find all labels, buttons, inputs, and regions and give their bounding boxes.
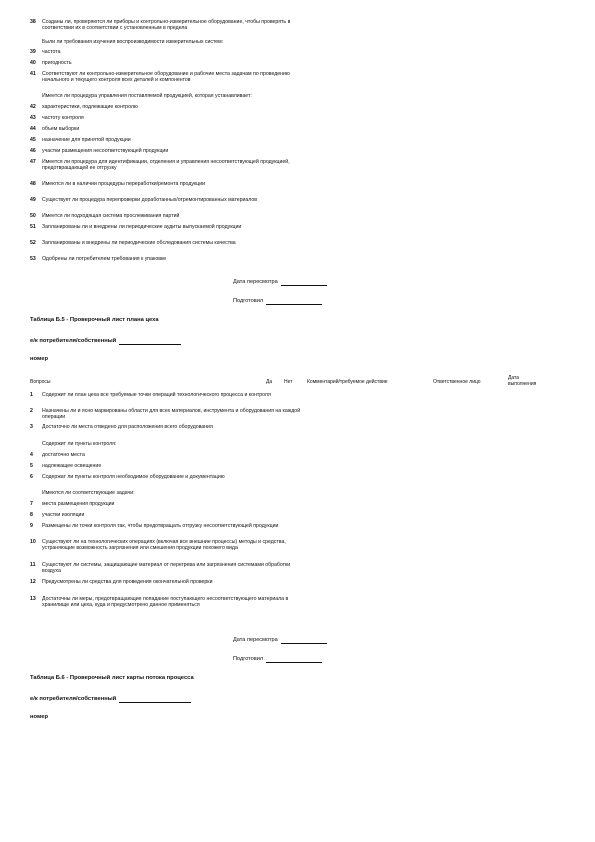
prepared-by-field: Подготовил — [233, 298, 322, 305]
prepared-by-field: Подготовил — [233, 656, 322, 663]
prepared-by-line[interactable] — [266, 298, 322, 305]
review-date-field: Дата пересмотра — [233, 637, 327, 644]
subheading: Имеется ли процедура управления поставляемой продукцией, которая устанавливает: — [42, 93, 252, 99]
consumer-line[interactable] — [119, 338, 181, 345]
subheading: Имеются ли соответствующие задачи: — [42, 490, 135, 496]
header-no: Нет — [284, 379, 293, 385]
table-b6-caption: Таблица Б.6 - Проверочный лист карты потока процесса — [30, 675, 194, 681]
number-field: номер — [30, 714, 49, 720]
review-date-line[interactable] — [281, 637, 327, 644]
review-date-line[interactable] — [281, 279, 327, 286]
consumer-line[interactable] — [119, 696, 191, 703]
header-due-date: Дата выполнения — [508, 375, 537, 387]
consumer-field: е/к потребителя/собственный — [30, 696, 191, 703]
header-responsible: Ответственное лицо — [433, 379, 481, 385]
header-comment: Комментарий/требуемое действие — [307, 379, 388, 385]
header-yes: Да — [266, 379, 273, 385]
number-field: номер — [30, 356, 49, 362]
subheading: Содержит ли пункты контроля: — [42, 441, 117, 447]
consumer-field: е/к потребителя/собственный — [30, 338, 181, 345]
table-b5-caption: Таблица Б.5 - Проверочный лист плана цеха — [30, 317, 159, 323]
review-date-field: Дата пересмотра — [233, 279, 327, 286]
prepared-by-line[interactable] — [266, 656, 322, 663]
header-questions: Вопросы — [30, 379, 51, 385]
document-page: 38 Созданы ли, проверяются ли приборы и контрольно-измерительное оборудование, чтобы проверять в соответствии их в соответствии с установленным в предела Были ли требования изучения воспроизводимости измерительных систем: 39 частота 40 пригодность 41 Соответствуют ли контрольно-измерительное оборудование и рабочие места задачам по проведению начального и текущего контроля всех деталей и компонентов Имеется ли процедура управления поставляемой продукцией, которая устанавливает: 42 характеристики, подлежащие контролю 43 частоту контроля 44 объем выборки 45 назначение для принятой продукции 46 участки размещения несоответствующей продукции 47 Имеется ли процедура для идентификации, отделения и управления несоответствующей продукцией, предотвращающей ее отгрузку 48 Имеются ли в наличии процедуры переработки/ремонта продукции 49 Существует ли процедура перепроверки доработанных/отремонтированных материалов 50 Имеется ли подходящая система прослеживания партий 51 Запланированы ли и внедрены ли периодические аудиты выпускаемой продукции 52 Запланированы и внедрены ли периодические обследования системы качества 53 Одобрены ли потребителем требования к упаковке Дата пересмотра Подготовил Таблица Б.5 - Проверочный лист плана цеха е/к потребителя/собственный номер Вопросы Да Нет Комментарий/требуемое действие Ответственное лицо Дата выполнения 1 Содержит ли план цеха все требуемые точки операций технологического процесса и контроля 2 Назначены ли и ясно маркированы области для всех материалов, инструмента и оборудования на каждой операции 3 Достаточно ли места отведено для расположения всего оборудования Содержит ли пункты контроля: 4 достаточно места 5 надлежащее освещение 6 Содержат ли пункты контроля необходимое оборудование и документацию Имеются ли соответствующие задачи: 7 места размещения продукции 8 участки изоляции 9 Размещены ли точки контроля так, чтобы предотвращать отгрузку несоответствующей продукции 10 Существуют ли на технологических операциях (включая все внешние процессы) методы и средства, устраняющие возможность загрязнения или смешения продукции похожего вида 11 Существуют ли системы, защищающие материал от перегрева или загрязнения системами обработки воздуха 12 Предусмотрены ли средства для проведения окончательной проверки 13 Достаточны ли меры, предотвращающие попадание поступающего несоответствующего материала в хранилище или цеха, куда и предусмотрено данное применяться Дата пересмотра Подготовил Таблица Б.6 - Проверочный лист карты потока процесса е/к потребителя/собственный номер — [0, 0, 595, 842]
subheading: Были ли требования изучения воспроизводимости измерительных систем: — [42, 39, 224, 45]
